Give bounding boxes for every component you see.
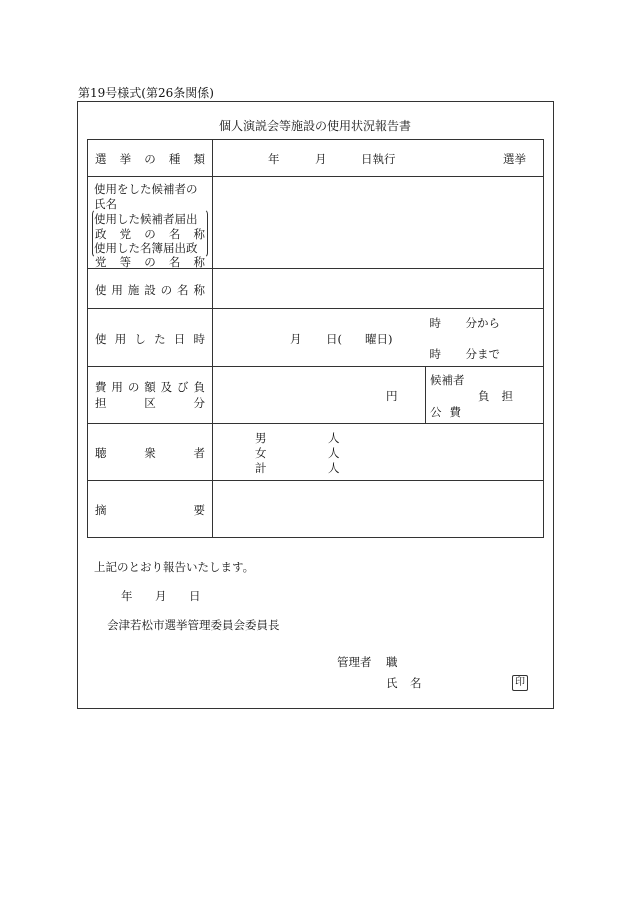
candidate-value[interactable] xyxy=(213,177,544,269)
candidate-label-3: 使用した候補者届出 xyxy=(94,212,198,226)
summary-label-cell xyxy=(88,481,213,538)
dt-month-text: 月 xyxy=(290,332,302,346)
yen-text: 円 xyxy=(386,389,398,403)
footer-day: 日 xyxy=(189,589,201,603)
cost-burden-cell[interactable] xyxy=(426,367,544,424)
row-summary xyxy=(88,481,544,538)
datetime-date-value[interactable] xyxy=(213,309,426,367)
dt-day-text: 日( xyxy=(326,332,342,346)
dt-hour2-text: 時 xyxy=(429,347,441,361)
addressee: 会津若松市選挙管理委員会委員長 xyxy=(107,618,280,632)
election-type-label-cell xyxy=(88,140,213,177)
report-table xyxy=(87,139,544,538)
dt-until-text: 分まで xyxy=(465,347,500,361)
row-candidate xyxy=(88,177,544,269)
candidate-label-4: 政 党 の 名 称 xyxy=(95,227,205,241)
person-text-1: 人 xyxy=(328,431,340,445)
female-text: 女 xyxy=(255,446,267,460)
summary-label: 摘 要 xyxy=(95,503,205,517)
row-datetime xyxy=(88,309,544,367)
election-type-value[interactable] xyxy=(213,140,544,177)
male-text: 男 xyxy=(255,431,267,445)
cost-label-2: 担 区 分 xyxy=(95,396,205,410)
day-exec-text: 日執行 xyxy=(361,152,396,166)
candidate-label-cell xyxy=(88,177,213,269)
name-label-2: 名 xyxy=(410,676,422,690)
row-audience xyxy=(88,424,544,481)
datetime-label: 使 用 し た 日 時 xyxy=(95,332,205,346)
facility-label: 使 用 施 設 の 名 称 xyxy=(95,283,205,297)
form-id: 第19号様式(第26条関係) xyxy=(78,86,214,100)
row-facility xyxy=(88,269,544,309)
footer-month: 月 xyxy=(155,589,167,603)
audience-value[interactable] xyxy=(213,424,544,481)
person-text-2: 人 xyxy=(328,446,340,460)
report-statement: 上記のとおり報告いたします。 xyxy=(94,560,255,574)
datetime-label-cell xyxy=(88,309,213,367)
name-label: 氏 xyxy=(386,676,398,690)
election-text: 選挙 xyxy=(503,152,526,166)
burden-text: 負担 xyxy=(478,389,525,403)
dt-from-text: 分から xyxy=(465,316,500,330)
row-cost xyxy=(88,367,544,424)
burden-candidate-text: 候補者 xyxy=(430,373,465,387)
facility-label-cell xyxy=(88,269,213,309)
form-title: 個人演説会等施設の使用状況報告書 xyxy=(218,119,411,133)
summary-value[interactable] xyxy=(213,481,544,538)
seal-icon: 印 xyxy=(512,675,528,691)
candidate-label-2: 氏名 xyxy=(94,197,117,211)
candidate-label-5: 使用した名簿届出政 xyxy=(94,241,198,255)
burden-public-text: 公費 xyxy=(430,405,469,419)
audience-label-cell xyxy=(88,424,213,481)
total-text: 計 xyxy=(255,461,267,475)
year-text: 年 xyxy=(268,152,280,166)
cost-label-cell xyxy=(88,367,213,424)
candidate-label-6: 党 等 の 名 称 xyxy=(95,255,205,269)
facility-value[interactable] xyxy=(213,269,544,309)
footer-year: 年 xyxy=(121,589,133,603)
person-text-3: 人 xyxy=(328,461,340,475)
datetime-time-value[interactable] xyxy=(426,309,544,367)
dt-weekday-text: 曜日) xyxy=(365,332,393,346)
month-text: 月 xyxy=(315,152,327,166)
cost-label-1: 費 用 の 額 及 び 負 xyxy=(95,380,205,394)
audience-label: 聴 衆 者 xyxy=(95,446,205,460)
cost-amount-value[interactable] xyxy=(213,367,426,424)
candidate-label-1: 使用をした候補者の xyxy=(94,182,198,196)
election-type-label: 選 挙 の 種 類 xyxy=(95,152,205,166)
manager-label: 管理者 xyxy=(337,655,372,669)
row-election-type xyxy=(88,140,544,177)
dt-hour1-text: 時 xyxy=(429,316,441,330)
position-label: 職 xyxy=(386,655,398,669)
